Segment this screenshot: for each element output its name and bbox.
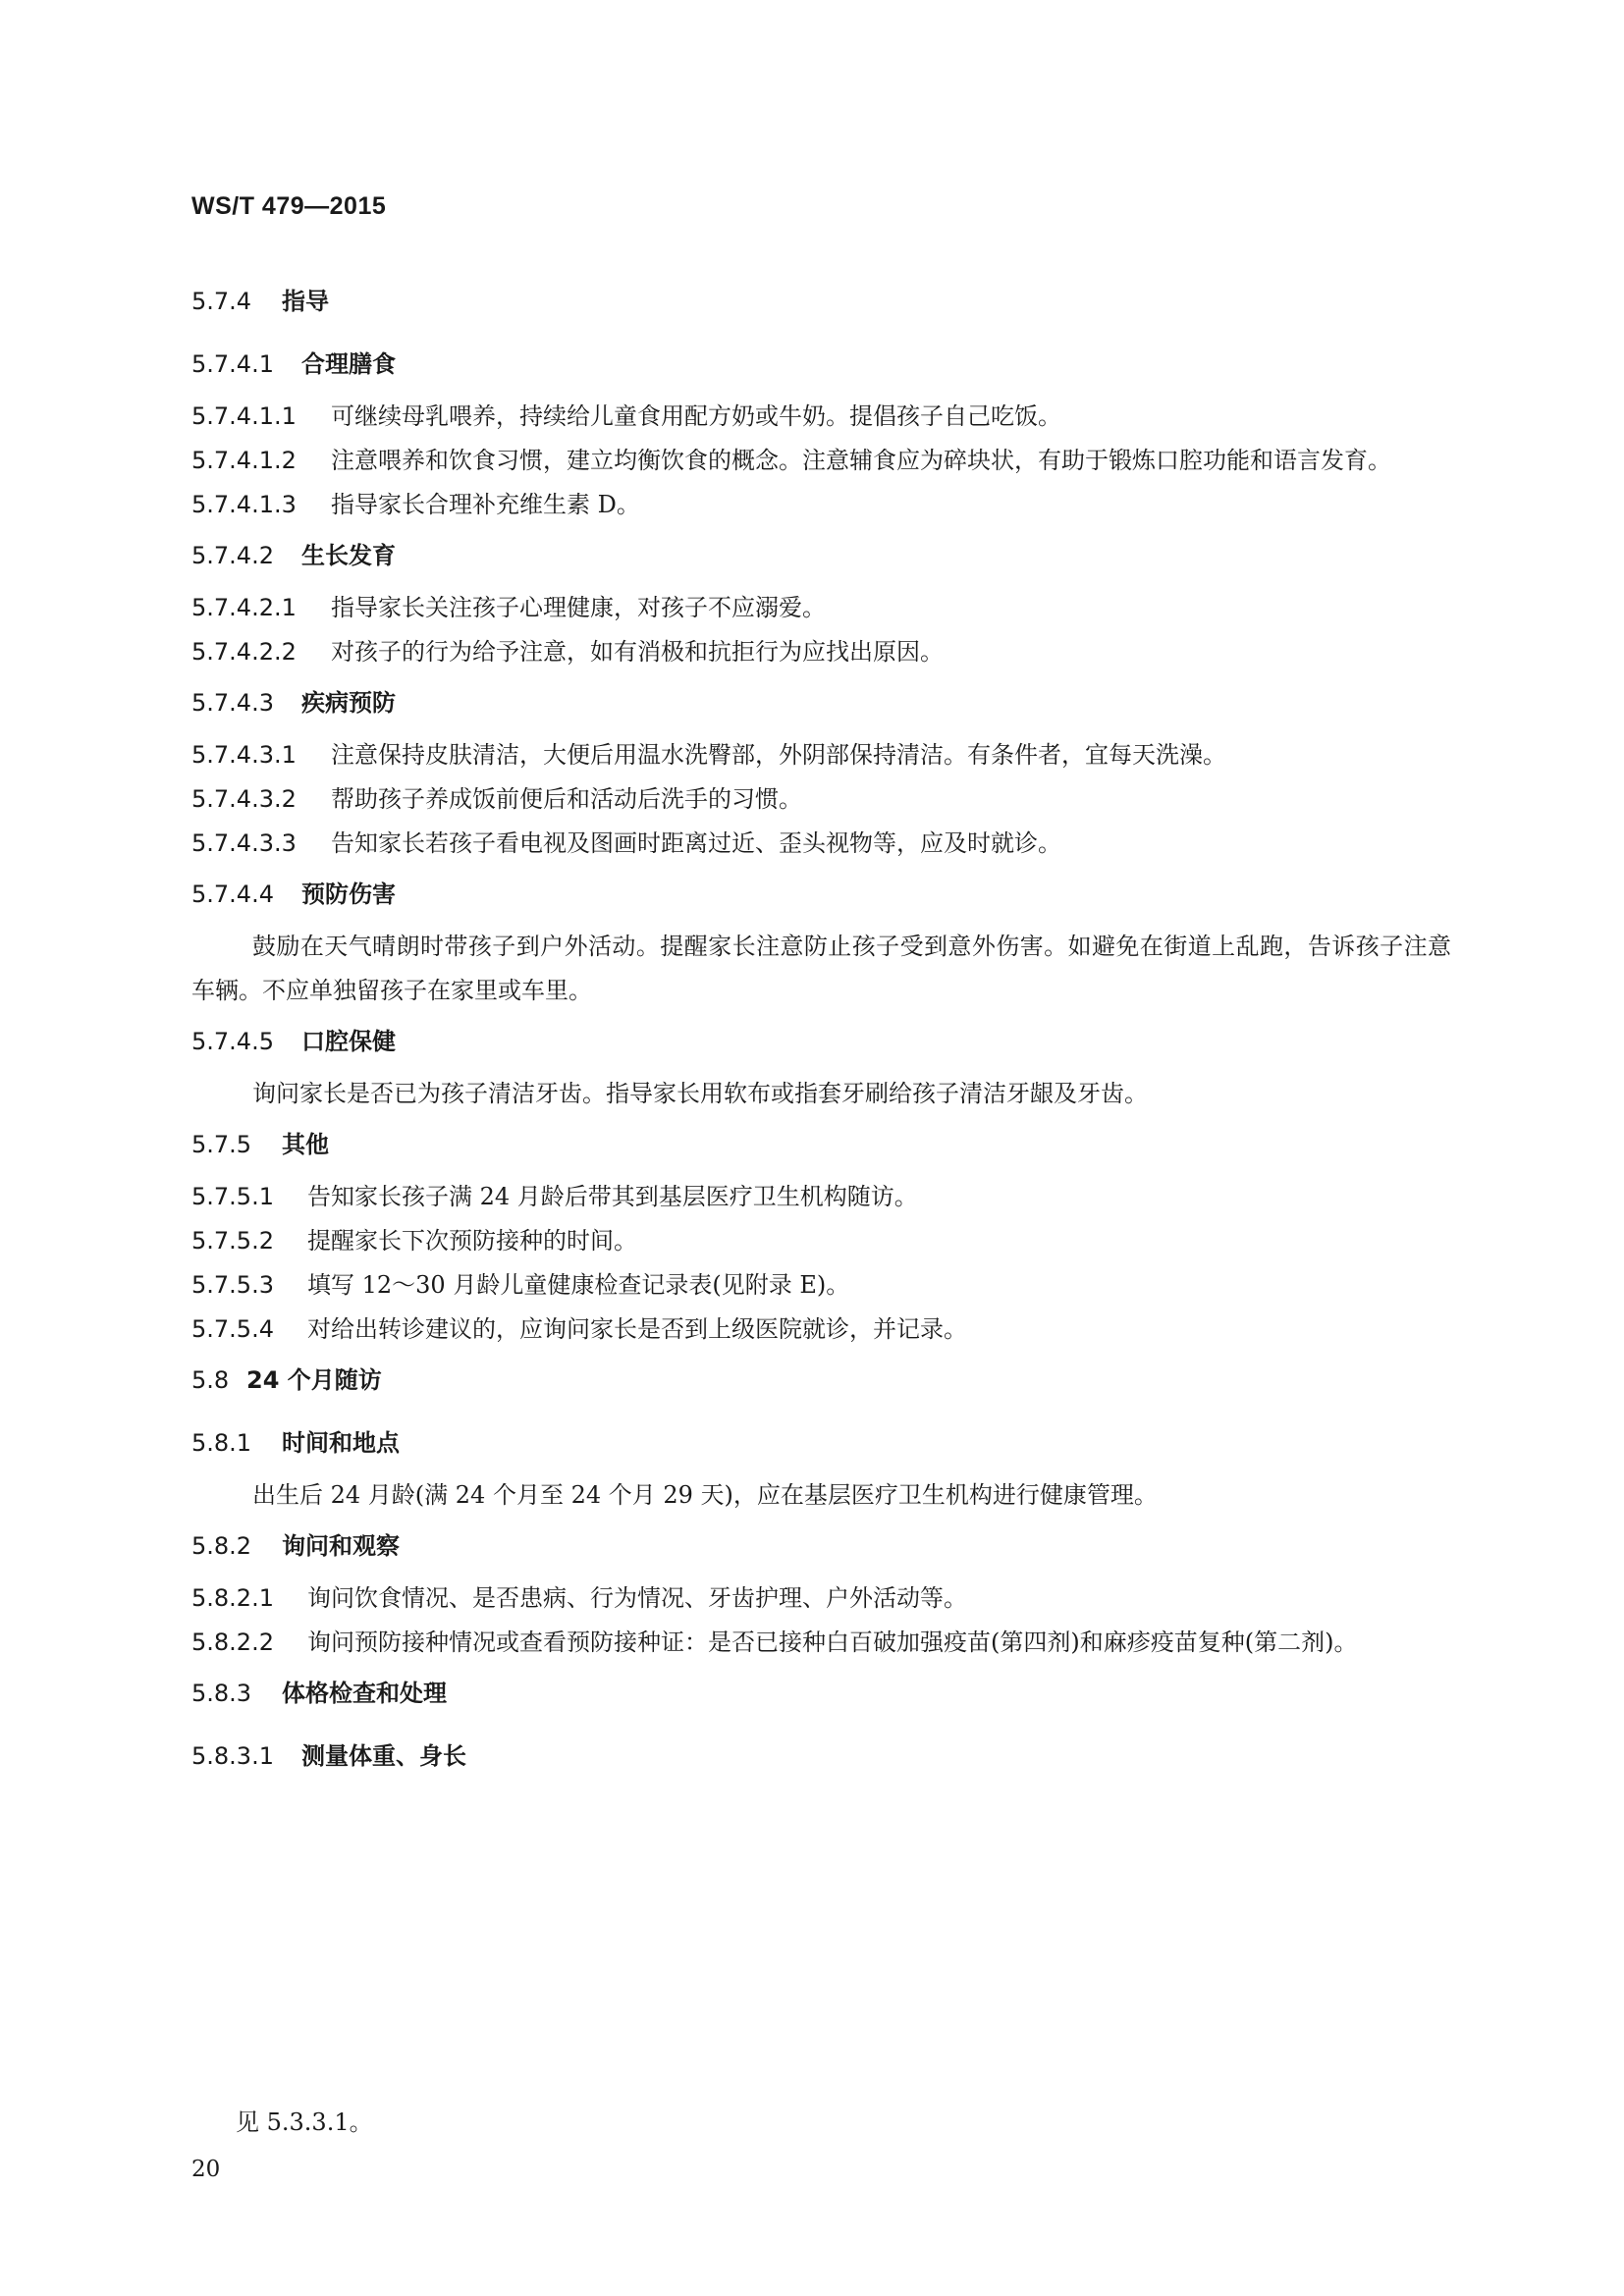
clause-5-7-4-2-2 bbox=[191, 630, 1451, 674]
section-title: 测量体重、身长 bbox=[301, 1742, 466, 1770]
clause-number: 5.7.4.3.1 bbox=[191, 741, 297, 769]
clause-number: 5.7.4.1.1 bbox=[191, 402, 297, 430]
section-number: 5.8.3 bbox=[191, 1680, 252, 1707]
section-heading-5-8-2 bbox=[191, 1529, 1451, 1563]
clause-text: 询问预防接种情况或查看预防接种证：是否已接种白百破加强疫苗(第四剂)和麻疹疫苗复种(第二剂)。 bbox=[307, 1629, 1358, 1656]
section-heading-5-7-4-3 bbox=[191, 686, 1451, 720]
clause-text: 对孩子的行为给予注意，如有消极和抗拒行为应找出原因。 bbox=[331, 638, 944, 666]
clause-number: 5.7.4.1.3 bbox=[191, 491, 297, 518]
clause-5-7-4-3-1 bbox=[191, 733, 1451, 777]
document-body bbox=[191, 285, 1451, 1773]
clause-text: 注意喂养和饮食习惯，建立均衡饮食的概念。注意辅食应为碎块状，有助于锻炼口腔功能和语言发育。 bbox=[331, 447, 1391, 474]
section-title: 疾病预防 bbox=[301, 689, 396, 717]
clause-number: 5.7.5.1 bbox=[191, 1183, 274, 1210]
clause-number: 5.7.5.2 bbox=[191, 1227, 274, 1255]
clause-5-7-4-1-1 bbox=[191, 395, 1451, 439]
section-number: 5.7.4.3 bbox=[191, 689, 274, 717]
clause-text: 指导家长关注孩子心理健康，对孩子不应溺爱。 bbox=[331, 594, 826, 621]
section-title: 预防伤害 bbox=[301, 881, 396, 908]
section-title: 其他 bbox=[282, 1131, 329, 1158]
clause-number: 5.7.4.2.1 bbox=[191, 594, 297, 621]
clause-5-7-4-1-2 bbox=[191, 439, 1451, 483]
clause-5-8-2-1 bbox=[191, 1576, 1451, 1621]
clause-text: 指导家长合理补充维生素 D。 bbox=[331, 491, 640, 518]
paragraph-5-7-4-4: 鼓励在天气晴朗时带孩子到户外活动。提醒家长注意防止孩子受到意外伤害。如避免在街道上乱跑，告诉孩子注意车辆。不应单独留孩子在家里或车里。 bbox=[191, 933, 1451, 1004]
section-title: 时间和地点 bbox=[282, 1429, 400, 1457]
clause-number: 5.7.5.3 bbox=[191, 1271, 274, 1299]
clause-5-7-4-2-1 bbox=[191, 586, 1451, 630]
section-number: 5.7.4.2 bbox=[191, 542, 274, 569]
section-number: 5.8.1 bbox=[191, 1429, 252, 1457]
section-number: 5.7.4.4 bbox=[191, 881, 274, 908]
section-heading-5-8 bbox=[191, 1363, 1451, 1397]
section-number: 5.7.4.5 bbox=[191, 1028, 274, 1055]
section-heading-5-8-1 bbox=[191, 1426, 1451, 1460]
reference-paragraph: 见 5.3.3.1。 bbox=[236, 2109, 373, 2136]
clause-text: 对给出转诊建议的，应询问家长是否到上级医院就诊，并记录。 bbox=[307, 1315, 967, 1343]
section-title: 生长发育 bbox=[301, 542, 396, 569]
page-number: 20 bbox=[191, 2157, 221, 2182]
clause-text: 提醒家长下次预防接种的时间。 bbox=[307, 1227, 637, 1255]
section-heading-5-7-4-4 bbox=[191, 878, 1451, 911]
section-title: 询问和观察 bbox=[282, 1532, 400, 1560]
section-heading-5-8-3-1 bbox=[191, 1739, 1451, 1773]
clause-5-7-5-1 bbox=[191, 1175, 1451, 1219]
clause-number: 5.7.4.3.3 bbox=[191, 829, 297, 857]
paragraph-5-8-1: 出生后 24 月龄(满 24 个月至 24 个月 29 天)，应在基层医疗卫生机构进行健康管理。 bbox=[252, 1481, 1158, 1509]
clause-text: 注意保持皮肤清洁，大便后用温水洗臀部，外阴部保持清洁。有条件者，宜每天洗澡。 bbox=[331, 741, 1226, 769]
section-heading-5-7-4-1 bbox=[191, 347, 1451, 381]
section-title: 指导 bbox=[282, 288, 329, 315]
section-number: 5.7.4.1 bbox=[191, 350, 274, 378]
clause-5-7-5-2 bbox=[191, 1219, 1451, 1263]
clause-text: 填写 12～30 月龄儿童健康检查记录表(见附录 E)。 bbox=[307, 1271, 850, 1299]
section-title: 体格检查和处理 bbox=[282, 1680, 447, 1707]
clause-5-7-5-3 bbox=[191, 1263, 1451, 1308]
section-title: 24 个月随访 bbox=[246, 1366, 382, 1394]
section-title: 口腔保健 bbox=[301, 1028, 396, 1055]
clause-text: 询问饮食情况、是否患病、行为情况、牙齿护理、户外活动等。 bbox=[307, 1584, 967, 1612]
section-number: 5.8 bbox=[191, 1366, 230, 1394]
clause-5-7-5-4 bbox=[191, 1308, 1451, 1352]
section-heading-5-7-4-5 bbox=[191, 1025, 1451, 1058]
clause-number: 5.7.4.1.2 bbox=[191, 447, 297, 474]
clause-5-7-4-3-2 bbox=[191, 777, 1451, 822]
section-number: 5.8.2 bbox=[191, 1532, 252, 1560]
section-heading-5-7-4-2 bbox=[191, 539, 1451, 572]
clause-number: 5.7.5.4 bbox=[191, 1315, 274, 1343]
clause-5-7-4-3-3 bbox=[191, 822, 1451, 866]
clause-number: 5.7.4.3.2 bbox=[191, 785, 297, 813]
section-heading-5-7-4 bbox=[191, 285, 1451, 318]
clause-text: 帮助孩子养成饭前便后和活动后洗手的习惯。 bbox=[331, 785, 802, 813]
clause-number: 5.8.2.2 bbox=[191, 1629, 274, 1656]
clause-number: 5.8.2.1 bbox=[191, 1584, 274, 1612]
section-heading-5-7-5 bbox=[191, 1128, 1451, 1161]
document-code: WS/T 479—2015 bbox=[191, 192, 387, 220]
section-number: 5.7.5 bbox=[191, 1131, 252, 1158]
clause-5-7-4-1-3 bbox=[191, 483, 1451, 527]
clause-number: 5.7.4.2.2 bbox=[191, 638, 297, 666]
section-number: 5.7.4 bbox=[191, 288, 252, 315]
paragraph-5-7-4-5: 询问家长是否已为孩子清洁牙齿。指导家长用软布或指套牙刷给孩子清洁牙龈及牙齿。 bbox=[252, 1080, 1148, 1107]
clause-text: 告知家长孩子满 24 月龄后带其到基层医疗卫生机构随访。 bbox=[307, 1183, 918, 1210]
section-number: 5.8.3.1 bbox=[191, 1742, 274, 1770]
clause-5-8-2-2 bbox=[191, 1621, 1451, 1665]
section-title: 合理膳食 bbox=[301, 350, 396, 378]
clause-text: 可继续母乳喂养，持续给儿童食用配方奶或牛奶。提倡孩子自己吃饭。 bbox=[331, 402, 1061, 430]
clause-text: 告知家长若孩子看电视及图画时距离过近、歪头视物等，应及时就诊。 bbox=[331, 829, 1061, 857]
section-heading-5-8-3 bbox=[191, 1677, 1451, 1710]
